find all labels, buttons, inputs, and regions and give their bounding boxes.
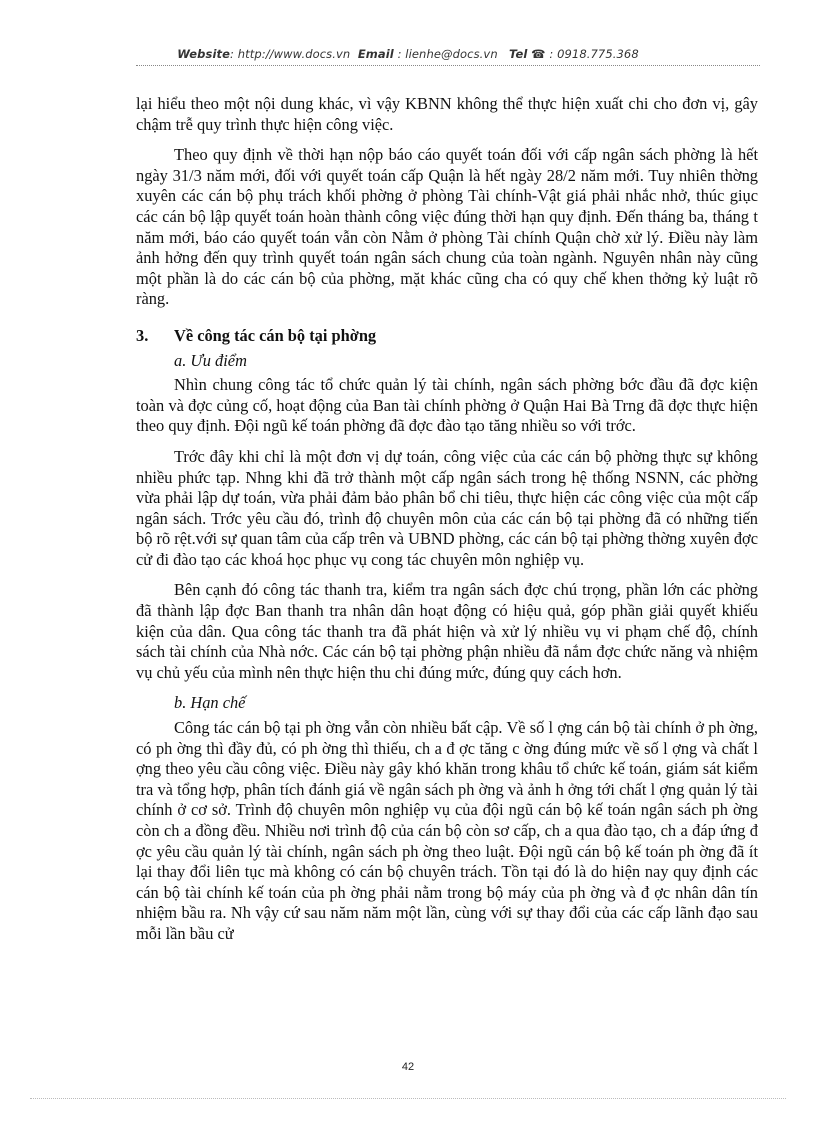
subheading-advantages: a. Ưu điểm [174,350,247,370]
paragraph-2: Theo quy định về thời hạn nộp báo cáo quyết toán đối với cấp ngân sách phờng là hết ngày 31/3 năm mới, đối với quyết toán cấp Quận là hết ngày 28/2 năm mới. Tuy nhiên thờng xuyên các cán bộ phụ trách khối phờng ở phòng Tài chính-Vật giá phải nhắc nhở, thúc giục các cán bộ lập quyết toán hoàn thành công việc đúng thời hạn quy định. Đến tháng ba, tháng t năm mới, báo cáo quyết toán vẫn còn Nằm ở phòng Tài chính Quận chờ xử lý. Điều này làm ảnh hởng đến quy trình quyết toán ngân sách chung của toàn ngành. Nguyên nhân này cũng một phần là do các cán bộ của phờng, mặt khác cũng cha có quy chế khen thởng kỷ luật rõ ràng. [136,145,758,309]
website-label: Website [177,47,230,61]
header-divider [136,65,760,66]
email-value[interactable]: : lienhe@docs.vn [397,47,498,61]
document-body [136,94,758,955]
subheading-limitations: b. Hạn chế [174,693,246,713]
paragraph-4: Trớc đây khi chỉ là một đơn vị dự toán, công việc của các cán bộ phờng thực sự không nhiều phức tạp. Nhng khi đã trở thành một cấp ngân sách trong hệ thống NSNN, các phờng vừa phải lập dự toán, vừa phải đảm bảo phân bổ chi tiêu, thực hiện các công việc của một cấp ngân sách. Trớc yêu cầu đó, trình độ chuyên môn của các cán bộ tại phờng đã có những tiến bộ rõ rệt.với sự quan tâm của cấp trên và UBND phờng, các cán bộ tại phờng thờng xuyên đợc cử đi đào tạo các khoá học phục vụ cong tác chuyên môn nghiệp vụ. [136,446,758,569]
email-label: Email [357,47,394,61]
website-value[interactable]: : http://www.docs.vn [230,47,351,61]
page-header [0,47,816,61]
footer-divider [30,1098,786,1099]
paragraph-3: Nhìn chung công tác tổ chức quản lý tài chính, ngân sách phờng bớc đầu đã đợc kiện toàn và đợc củng cố, hoạt động của Ban tài chính phờng ở Quận Hai Bà Trng đã đợc thực hiện theo quy định. Đội ngũ kế toán phờng đã đợc đào tạo tăng nhiều so với trớc. [136,375,758,436]
paragraph-6: Công tác cán bộ tại ph ờng vẫn còn nhiều bất cập. Về số l ợng cán bộ tài chính ở ph ờng, có ph ờng thì đầy đủ, có ph ờng thì thiếu, ch a đ ợc tăng c ờng đúng mức về số l ợng và chất l ợng theo yêu cầu công việc. Điều này gây khó khăn trong khâu tổ chức kế toán, giám sát kiểm tra và tổng hợp, phân tích đánh giá về ngân sách ph ờng và ảnh h ởng tới chất l ợng quản lý tài chính ở cơ sở. Trình độ chuyên môn nghiệp vụ của đội ngũ cán bộ kế toán ngân sách ph ờng còn ch a đồng đều. Nhiều nơi trình độ của cán bộ còn sơ cấp, ch a qua đào tạo, ch a đáp ứng đ ợc yêu cầu quản lý tài chính, ngân sách ph ờng theo luật. Đội ngũ cán bộ kế toán ph ờng đã ít lại thay đổi liên tục mà không có cán bộ chuyên trách. Tồn tại đó là do hiện nay quy định các cán bộ tài chính kế toán của ph ờng phải nằm trong bộ máy của ph ờng và đ ợc nhân dân tín nhiệm bầu ra. Nh vậy cứ sau năm năm một lần, cùng với sự thay đổi của các cấp lãnh đạo sau mỗi lần bầu cử [136,718,758,943]
section-number: 3. [136,325,149,345]
section-heading [136,326,758,347]
page-number: 42 [401,1061,415,1073]
tel-label: Tel [509,47,528,61]
paragraph-5: Bên cạnh đó công tác thanh tra, kiểm tra ngân sách đợc chú trọng, phần lớn các phờng đã thành lập đợc Ban thanh tra nhân dân hoạt động có hiệu quả, góp phần giải quyết khiếu kiện của dân. Qua công tác thanh tra đã phát hiện và xử lý nhiều vụ vi phạm chế độ, chính sách tài chính của Nhà nớc. Các cán bộ tại phờng phận nhiều đã nắm đợc chức năng và nhiệm vụ chủ yếu của mình nên thực hiện thu chi đúng mức, đúng quy cách hơn. [136,580,758,682]
tel-value: ☎ : 0918.775.368 [531,47,639,61]
section-title: Về công tác cán bộ tại phờng [174,325,377,345]
paragraph-1: lại hiểu theo một nội dung khác, vì vậy KBNN không thể thực hiện xuất chi cho đơn vị, gây chậm trễ quy trình thực hiện công việc. [136,94,758,134]
